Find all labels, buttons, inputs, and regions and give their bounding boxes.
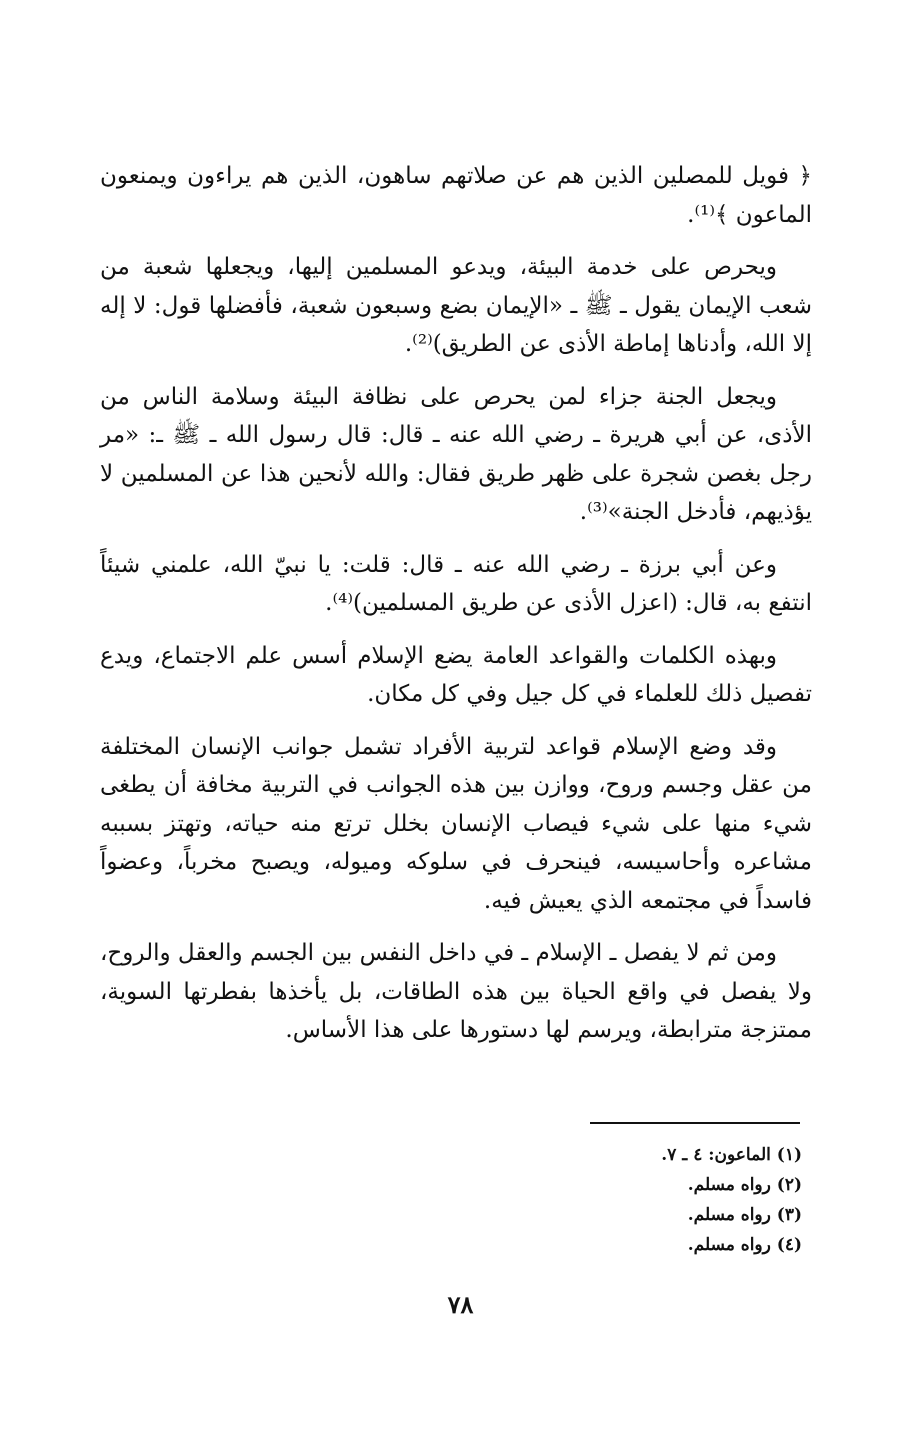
paragraph-individual-education: وقد وضع الإسلام قواعد لتربية الأفراد تشمل جوانب الإنسان المختلفة من عقل وجسم وروح، ووازن بين هذه الجوانب في التربية مخافة أن يطغى شيء منها على شيء فيصاب الإنسان بخلل ترتع منه حياته، وتهتز بسببه مشاعره وأحاسيسه، فينحرف في سلوكه وميوله، ويصبح مخرباً، وعضواً فاسداً في مجتمعه الذي يعيش فيه. xyxy=(100,733,812,914)
footnote-3: (٣) رواه مسلم. xyxy=(687,1205,802,1225)
footnote-1: (١) الماعون: ٤ ـ ٧. xyxy=(661,1145,802,1165)
paragraph-body-mind-spirit: ومن ثم لا يفصل ـ الإسلام ـ في داخل النفس بين الجسم والعقل والروح، ولا يفصل في واقع الحياة بين هذه الطاقات، بل يأخذها بفطرتها السوية، ممتزجة مترابطة، ويرسم لها دستورها على هذا الأساس. xyxy=(100,940,812,1043)
footnote-4: (٤) رواه مسلم. xyxy=(687,1235,802,1255)
paragraph-sociology-foundations: وبهذه الكلمات والقواعد العامة يضع الإسلام أسس علم الاجتماع، ويدع تفصيل ذلك للعلماء في كل جيل وفي كل مكان. xyxy=(100,642,812,707)
paragraph-abu-barzah: وعن أبي برزة ـ رضي الله عنه ـ قال: قلت: يا نبيّ الله، علمني شيئاً انتفع به، قال: (اعزل الأذى عن طريق المسلمين)⁽⁴⁾. xyxy=(100,551,812,616)
footnotes xyxy=(440,1140,802,1260)
paragraph-environment-service: ويحرص على خدمة البيئة، ويدعو المسلمين إليها، ويجعلها شعبة من شعب الإيمان يقول ـ ﷺ ـ «الإيمان بضع وسبعون شعبة، فأفضلها قول: لا إله إلا الله، وأدناها إماطة الأذى عن الطريق)⁽²⁾. xyxy=(100,254,812,357)
quran-verse-paragraph: ﴿ فويل للمصلين الذين هم عن صلاتهم ساهون، الذين هم يراءون ويمنعون الماعون ﴾⁽¹⁾. xyxy=(100,163,812,228)
paragraph-paradise-reward: ويجعل الجنة جزاء لمن يحرص على نظافة البيئة وسلامة الناس من الأذى، عن أبي هريرة ـ رضي الله عنه ـ قال: قال رسول الله ـ ﷺ ـ: «مر رجل بغصن شجرة على ظهر طريق فقال: والله لأنحين هذا عن المسلمين لا يؤذيهم، فأدخل الجنة»⁽³⁾. xyxy=(100,383,812,525)
footnote-2: (٢) رواه مسلم. xyxy=(687,1175,802,1195)
body-text xyxy=(100,157,812,1064)
footnote-separator xyxy=(590,1122,800,1124)
page-number: ٧٨ xyxy=(447,1290,474,1319)
